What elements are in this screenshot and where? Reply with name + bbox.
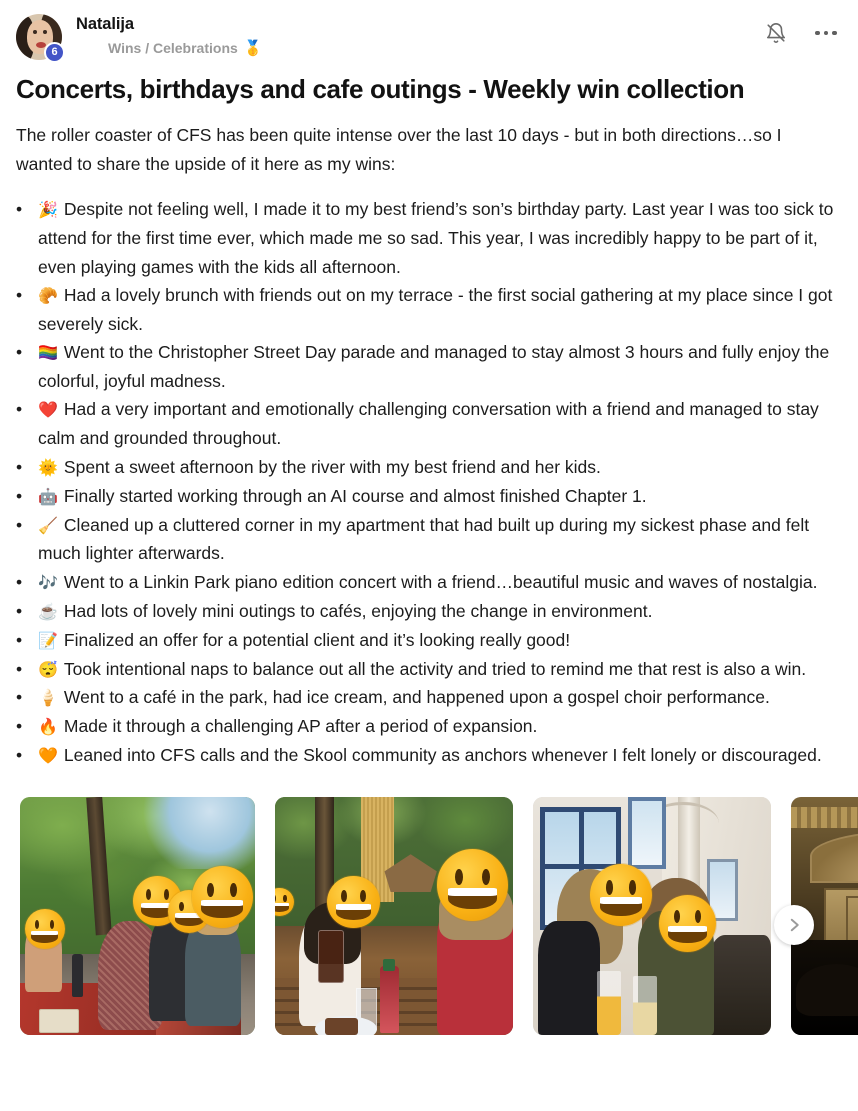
list-bullet: • <box>16 745 23 766</box>
water-bottle <box>72 954 84 997</box>
dot <box>824 31 829 36</box>
list-bullet: • <box>16 571 23 592</box>
win-list-item <box>16 568 842 597</box>
win-emoji: 🔥 <box>38 719 58 737</box>
level-badge: 6 <box>44 42 65 63</box>
list-bullet: • <box>16 629 23 650</box>
chevron-right-icon <box>785 916 803 934</box>
photo-gallery <box>0 797 858 1050</box>
win-emoji: 🍦 <box>38 690 58 708</box>
author-name[interactable]: Natalija <box>76 15 134 33</box>
photo-beer-garden[interactable] <box>275 797 513 1035</box>
win-emoji: 🥐 <box>38 287 58 305</box>
emoji-mouth <box>201 900 243 919</box>
emoji-face-cover <box>437 849 508 920</box>
soda-bottle <box>380 966 399 1033</box>
win-list-item <box>16 338 842 395</box>
win-list-item <box>16 395 842 452</box>
header-text <box>76 12 764 59</box>
win-text-body: Had a very important and emotionally challenging conversation with a friend and managed to stay calm and grounded throughout. <box>38 399 819 449</box>
win-text <box>38 482 842 511</box>
emoji-eyes <box>327 890 379 902</box>
person-left <box>538 921 600 1035</box>
bell-off-icon[interactable] <box>764 21 788 45</box>
emoji-face-cover <box>192 866 253 928</box>
win-text-body: Went to a café in the park, had ice cream, and happened upon a gospel choir performance. <box>63 687 770 708</box>
win-list-item <box>16 195 842 281</box>
win-text-body: Cleaned up a cluttered corner in my apartment that had built up during my sickest phase and felt much lighter afterwards. <box>38 514 810 564</box>
win-list-item <box>16 741 842 770</box>
list-bullet: • <box>16 658 23 679</box>
win-text-body: Spent a sweet afternoon by the river with my best friend and her kids. <box>63 456 601 477</box>
win-text <box>38 712 842 741</box>
cake-slice <box>325 1018 358 1035</box>
post-intro: The roller coaster of CFS has been quite intense over the last 10 days - but in both directions…so I wanted to share the upside of it here as my wins: <box>16 125 782 174</box>
win-emoji: 🤖 <box>38 488 58 506</box>
win-text <box>38 511 842 568</box>
win-text-body: Finally started working through an AI course and almost finished Chapter 1. <box>63 485 647 506</box>
win-text <box>38 626 842 655</box>
medal-icon: 🥇 <box>243 40 263 58</box>
window-middle <box>628 797 666 868</box>
win-list-item <box>16 453 842 482</box>
win-list-item <box>16 626 842 655</box>
win-text-body: Finalized an offer for a potential client and it’s looking really good! <box>63 629 571 650</box>
emoji-mouth <box>31 931 58 943</box>
list-bullet: • <box>16 687 23 708</box>
emoji-face-cover <box>327 876 379 928</box>
drink-glass <box>318 930 344 982</box>
list-bullet: • <box>16 399 23 420</box>
win-text <box>38 195 842 281</box>
dot <box>832 31 837 36</box>
list-bullet: • <box>16 342 23 363</box>
group-line[interactable] <box>108 38 764 59</box>
emoji-eyes <box>192 883 253 897</box>
photo-content <box>20 797 255 1035</box>
emoji-eyes <box>659 910 716 923</box>
win-emoji: 🧡 <box>38 748 58 766</box>
win-text-body: Made it through a challenging AP after a period of expansion. <box>63 716 538 737</box>
post-header <box>0 0 858 66</box>
avatar-eye-right <box>43 30 47 34</box>
emoji-eyes <box>437 869 508 885</box>
win-text-body: Had a lovely brunch with friends out on my terrace - the first social gathering at my place since I got severely sick. <box>38 284 833 334</box>
win-text <box>38 597 842 626</box>
win-emoji: 🧹 <box>38 517 58 535</box>
win-emoji: 🎉 <box>38 202 58 220</box>
food-container <box>39 1009 79 1033</box>
win-emoji: ☕ <box>38 603 58 621</box>
win-emoji: 😴 <box>38 661 58 679</box>
win-text <box>38 741 842 770</box>
bottle-cap <box>383 959 395 971</box>
win-text <box>38 281 842 338</box>
cornice-molding <box>791 807 858 828</box>
win-list-item <box>16 511 842 568</box>
list-bullet: • <box>16 456 23 477</box>
more-horizontal-icon[interactable] <box>814 21 838 45</box>
emoji-face-cover <box>659 895 716 952</box>
win-text-body: Took intentional naps to balance out all the activity and tried to remind me that rest is also a win. <box>63 658 807 679</box>
win-list-item <box>16 281 842 338</box>
win-emoji: 🏳️‍🌈 <box>38 345 58 363</box>
win-list-item <box>16 482 842 511</box>
win-text-body: Went to the Christopher Street Day parade and managed to stay almost 3 hours and fully enjoy the colorful, joyful madness. <box>38 342 830 392</box>
win-emoji: 🌞 <box>38 459 58 477</box>
gallery-track <box>20 797 858 1035</box>
win-text-body: Despite not feeling well, I made it to my best friend’s son’s birthday party. Last year I was too sick to attend for the first time ever, which made me so sad. This year, I was incredibly happy to be part of it, even playing games with the kids all afternoon. <box>38 199 834 277</box>
photo-content <box>275 797 513 1035</box>
win-text <box>38 453 842 482</box>
list-bullet: • <box>16 716 23 737</box>
win-text-body: Had lots of lovely mini outings to cafés, enjoying the change in environment. <box>63 600 653 621</box>
list-bullet: • <box>16 600 23 621</box>
emoji-eyes <box>275 895 294 902</box>
emoji-face-cover <box>590 864 652 926</box>
header-actions <box>764 12 842 45</box>
win-text-body: Went to a Linkin Park piano edition concert with a friend…beautiful music and waves of nostalgia. <box>63 571 818 592</box>
win-emoji: 📝 <box>38 632 58 650</box>
background-crowd <box>709 935 771 1035</box>
win-text <box>38 568 842 597</box>
emoji-eyes <box>590 880 652 894</box>
win-list-item <box>16 597 842 626</box>
win-list-item <box>16 655 842 684</box>
lunette-arch <box>810 830 858 882</box>
avatar-eye-left <box>33 30 37 34</box>
champagne-flute <box>633 976 657 1036</box>
avatar[interactable] <box>16 14 62 60</box>
win-text <box>38 338 842 395</box>
emoji-mouth <box>336 904 372 920</box>
emoji-mouth <box>275 903 289 912</box>
champagne-flute-orange <box>597 971 621 1035</box>
sky-patch <box>142 797 255 868</box>
win-text <box>38 655 842 684</box>
wins-list <box>16 195 842 770</box>
emoji-mouth <box>600 897 642 916</box>
photo-picnic-under-trees[interactable] <box>20 797 255 1035</box>
win-emoji: ❤️ <box>38 402 58 420</box>
win-list-item <box>16 683 842 712</box>
win-text <box>38 683 842 712</box>
photo-content <box>533 797 771 1035</box>
list-bullet: • <box>16 199 23 220</box>
win-text <box>38 395 842 452</box>
emoji-mouth <box>668 926 707 943</box>
gallery-next-button[interactable] <box>774 905 814 945</box>
emoji-face-cover <box>25 909 65 949</box>
emoji-mouth <box>448 888 497 909</box>
win-emoji: 🎶 <box>38 574 58 592</box>
win-list-item <box>16 712 842 741</box>
photo-indoor-celebration[interactable] <box>533 797 771 1035</box>
emoji-eyes <box>25 920 65 929</box>
win-text-body: Leaned into CFS calls and the Skool community as anchors whenever I felt lonely or discouraged. <box>63 745 822 766</box>
page-title: Concerts, birthdays and cafe outings - Weekly win collection <box>16 74 745 104</box>
group-label: Wins / Celebrations <box>108 39 238 56</box>
post-body <box>0 74 858 770</box>
list-bullet: • <box>16 284 23 305</box>
dot <box>815 31 820 36</box>
list-bullet: • <box>16 485 23 506</box>
list-bullet: • <box>16 514 23 535</box>
